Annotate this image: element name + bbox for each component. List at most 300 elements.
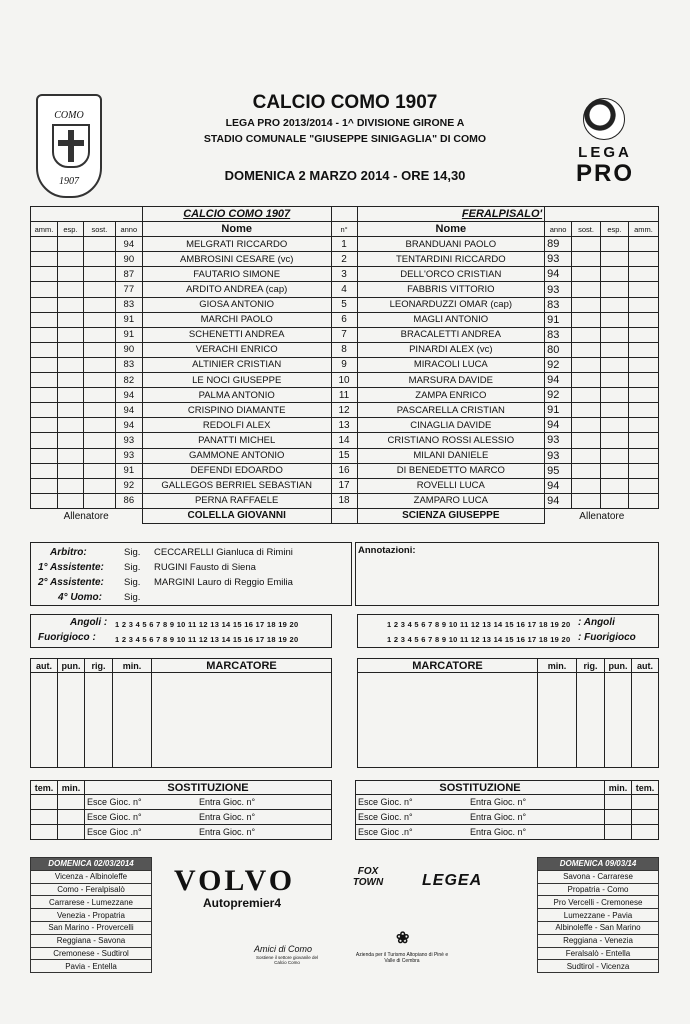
stadium-line: STADIO COMUNALE "GIUSEPPE SINIGAGLIA" DI COMO [203,133,487,145]
away-esp-cell [601,312,629,327]
away-sost-cell [572,357,601,372]
sig-1: Sig. [124,547,141,558]
player-row [31,418,659,433]
next-round-match: Pro Vercelli - Cremonese [538,896,659,909]
away-sost-cell [572,237,601,252]
notes-label: Annotazioni: [358,545,416,556]
next-round-match: Feralsalò - Entella [538,947,659,960]
away-player-name: MAGLI ANTONIO [357,312,545,327]
home-tem-header: tem. [31,781,58,795]
home-player-name: AMBROSINI CESARE (vc) [142,252,331,267]
away-esp-cell [601,448,629,463]
home-player-name: DEFENDI EDOARDO [142,463,331,478]
away-esp-cell [601,342,629,357]
foxtown-logo: FOX TOWN [352,866,384,888]
player-row [31,403,659,418]
shirt-number: 2 [331,252,357,267]
away-esp-cell [601,388,629,403]
away-amm-cell [628,297,658,312]
shirt-number: 16 [331,463,357,478]
away-player-name: MILANI DANIELE [357,448,545,463]
tourism-board: Azienda per il Turismo Altopiano di Pinè e Valle di Cembra [355,952,449,964]
home-player-year: 94 [115,403,142,418]
player-row [31,478,659,493]
away-player-year: 91 [545,312,572,327]
home-esp-cell [57,342,83,357]
away-player-name: DELL'ORCO CRISTIAN [357,267,545,282]
home-esp-cell [57,478,83,493]
home-player-year: 94 [115,237,142,252]
home-sost-cell [83,433,115,448]
away-rig-header: rig. [577,659,605,673]
volvo-dealer: Autopremier4 [203,896,282,910]
away-esp-cell [601,478,629,493]
lega-logo-line1: LEGA [578,144,632,161]
col-esp: esp. [57,222,83,237]
home-sost-cell [83,312,115,327]
away-player-name: ZAMPA ENRICO [357,388,545,403]
home-min-header: min. [113,659,152,673]
away-player-year: 93 [545,448,572,463]
away-player-name: PASCARELLA CRISTIAN [357,403,545,418]
away-offside-numbers: 1 2 3 4 5 6 7 8 9 10 11 12 13 14 15 16 17 18 19 20 [387,635,571,644]
home-player-year: 91 [115,312,142,327]
cross-shield-icon [52,124,90,168]
away-sost-cell [572,312,601,327]
home-player-name: PALMA ANTONIO [142,388,331,403]
away-player-name: BRANDUANI PAOLO [357,237,545,252]
home-esp-cell [57,327,83,342]
next-round-match: Albinoleffe - San Marino [538,921,659,934]
home-player-name: PERNA RAFFAELE [142,493,331,508]
away-sost-cell [572,342,601,357]
away-sost-cell [572,267,601,282]
home-sost-cell [83,357,115,372]
col-amm-away: amm. [628,222,658,237]
home-team-name: CALCIO COMO 1907 [142,207,331,222]
lega-logo-line2: PRO [575,160,634,187]
away-esp-cell [601,267,629,282]
home-aut-header: aut. [31,659,58,673]
home-amm-cell [31,267,58,282]
player-row [31,463,659,478]
away-sost-cell [572,418,601,433]
home-amm-cell [31,403,58,418]
shirt-number: 5 [331,297,357,312]
player-row [31,493,659,508]
away-player-name: MIRACOLI LUCA [357,357,545,372]
assistant1-name: RUGINI Fausto di Siena [154,562,256,573]
away-amm-cell [628,463,658,478]
prev-round-match: San Marino - Provercelli [31,921,152,934]
home-player-year: 87 [115,267,142,282]
home-player-name: LE NOCI GIUSEPPE [142,373,331,388]
away-player-name: TENTARDINI RICCARDO [357,252,545,267]
home-sost-cell [83,327,115,342]
home-amm-cell [31,327,58,342]
away-player-year: 94 [545,478,572,493]
next-round-match: Reggiana - Venezia [538,934,659,947]
away-out-1: Esce Gioc. n° [358,797,413,807]
prev-round-match: Reggiana - Savona [31,934,152,947]
home-amm-cell [31,237,58,252]
home-amm-cell [31,478,58,493]
away-esp-cell [601,282,629,297]
home-amm-cell [31,342,58,357]
away-amm-cell [628,357,658,372]
away-esp-cell [601,373,629,388]
volvo-logo: VOLVO [174,864,296,897]
away-sost-cell [572,493,601,508]
player-row [31,252,659,267]
home-sost-cell [83,403,115,418]
away-offside-label: : Fuorigioco [578,632,636,643]
shirt-number: 4 [331,282,357,297]
col-sost: sost. [83,222,115,237]
home-player-name: MARCHI PAOLO [142,312,331,327]
prev-round-match: Venezia - Propatria [31,909,152,922]
col-sost-away: sost. [572,222,601,237]
home-sost-cell [83,478,115,493]
home-player-name: GAMMONE ANTONIO [142,448,331,463]
arbitro-label: Arbitro: [50,547,87,558]
home-player-year: 91 [115,327,142,342]
away-player-name: FABBRIS VITTORIO [357,282,545,297]
away-esp-cell [601,403,629,418]
prev-round-match: Pavia - Entella [31,960,152,973]
home-sost-cell [83,297,115,312]
col-esp-away: esp. [601,222,629,237]
sig-2: Sig. [124,562,141,573]
away-esp-cell [601,357,629,372]
away-tem-header: tem. [632,781,659,795]
home-player-name: CRISPINO DIAMANTE [142,403,331,418]
player-row [31,297,659,312]
away-amm-cell [628,418,658,433]
player-row [31,327,659,342]
home-esp-cell [57,357,83,372]
home-player-name: PANATTI MICHEL [142,433,331,448]
home-player-year: 90 [115,342,142,357]
shirt-number: 12 [331,403,357,418]
away-min-header: min. [538,659,577,673]
away-player-name: LEONARDUZZI OMAR (cap) [357,297,545,312]
away-esp-cell [601,493,629,508]
player-row [31,282,659,297]
prev-round-match: Como - Feralpisalò [31,883,152,896]
home-esp-cell [57,282,83,297]
home-player-year: 92 [115,478,142,493]
away-player-year: 92 [545,357,572,372]
away-sost-cell [572,433,601,448]
away-amm-cell [628,433,658,448]
shirt-number: 17 [331,478,357,493]
shirt-number: 9 [331,357,357,372]
home-rig-header: rig. [85,659,113,673]
sig-4: Sig. [124,592,141,603]
home-corners-label: Angoli : [70,617,108,628]
crest-year-text: 1907 [59,176,79,187]
home-amm-cell [31,373,58,388]
away-sost-cell [572,448,601,463]
away-amm-cell [628,403,658,418]
amici-tagline: Sostiene il settore giovanile del Calcio Como [255,955,319,965]
player-row [31,342,659,357]
away-subs-table [355,780,659,840]
home-player-year: 93 [115,433,142,448]
away-player-year: 83 [545,327,572,342]
away-amm-cell [628,237,658,252]
home-player-name: GALLEGOS BERRIEL SEBASTIAN [142,478,331,493]
away-sost-cell [572,282,601,297]
home-sost-cell [83,373,115,388]
home-esp-cell [57,388,83,403]
away-player-name: DI BENEDETTO MARCO [357,463,545,478]
home-sost-cell [83,493,115,508]
away-player-name: ZAMPARO LUCA [357,493,545,508]
away-amm-cell [628,388,658,403]
away-sost-cell [572,327,601,342]
player-row [31,237,659,252]
col-number: n° [331,222,357,237]
away-player-year: 91 [545,403,572,418]
home-amm-cell [31,282,58,297]
home-amm-cell [31,433,58,448]
next-round-title: DOMENICA 09/03/14 [538,858,659,871]
prev-round-match: Cremonese - Sudtirol [31,947,152,960]
shirt-number: 13 [331,418,357,433]
away-coach-label: Allenatore [545,508,659,523]
home-amm-cell [31,357,58,372]
home-esp-cell [57,237,83,252]
home-player-name: REDOLFI ALEX [142,418,331,433]
home-esp-cell [57,463,83,478]
away-sost-cell [572,373,601,388]
next-round-match: Propatria - Como [538,883,659,896]
home-amm-cell [31,493,58,508]
coach-row [31,508,659,523]
home-amm-cell [31,312,58,327]
shirt-number: 8 [331,342,357,357]
match-date: DOMENICA 2 MARZO 2014 - ORE 14,30 [224,168,466,183]
home-esp-cell [57,448,83,463]
away-player-year: 83 [545,297,572,312]
away-scorer-header: MARCATORE [358,659,538,673]
home-player-year: 83 [115,297,142,312]
home-amm-cell [31,448,58,463]
away-coach: SCIENZA GIUSEPPE [357,508,545,523]
col-amm: amm. [31,222,58,237]
home-sost-cell [83,418,115,433]
home-pun-header: pun. [58,659,85,673]
away-sost-cell [572,463,601,478]
away-aut-header: aut. [632,659,659,673]
home-sost-cell [83,463,115,478]
next-round-match: Sudtirol - Vicenza [538,960,659,973]
away-amm-cell [628,282,658,297]
home-player-name: ALTINIER CRISTIAN [142,357,331,372]
home-submin-header: min. [58,781,85,795]
away-player-year: 89 [545,237,572,252]
away-player-year: 94 [545,373,572,388]
away-in-3: Entra Gioc. n° [470,827,527,837]
amici-di-como-logo: Amici di Como [254,944,313,954]
away-player-year: 92 [545,388,572,403]
assistant1-label: 1° Assistente: [38,562,104,573]
away-esp-cell [601,252,629,267]
away-out-3: Esce Gioc .n° [358,827,413,837]
home-offside-label: Fuorigioco : [38,632,96,643]
home-esp-cell [57,267,83,282]
prev-round-match: Carrarese - Lumezzane [31,896,152,909]
away-esp-cell [601,327,629,342]
roster-table [30,206,659,524]
home-esp-cell [57,373,83,388]
col-anno: anno [115,222,142,237]
home-player-name: FAUTARIO SIMONE [142,267,331,282]
away-amm-cell [628,252,658,267]
shirt-number: 3 [331,267,357,282]
away-amm-cell [628,373,658,388]
away-player-year: 94 [545,267,572,282]
team-header-row [31,207,659,222]
away-esp-cell [601,433,629,448]
sig-3: Sig. [124,577,141,588]
away-player-name: CINAGLIA DAVIDE [357,418,545,433]
away-amm-cell [628,478,658,493]
away-submin-header: min. [605,781,632,795]
legea-logo: LEGEA [422,872,483,889]
home-amm-cell [31,252,58,267]
home-coach: COLELLA GIOVANNI [142,508,331,523]
assistant2-name: MARGINI Lauro di Reggio Emilia [154,577,293,588]
home-sost-cell [83,267,115,282]
away-player-year: 93 [545,433,572,448]
shirt-number: 6 [331,312,357,327]
home-in-1: Entra Gioc. n° [199,797,256,807]
away-esp-cell [601,463,629,478]
home-amm-cell [31,297,58,312]
away-amm-cell [628,312,658,327]
prev-round-table [30,857,152,973]
col-anno-away: anno [545,222,572,237]
player-row [31,388,659,403]
home-coach-label: Allenatore [31,508,143,523]
away-amm-cell [628,448,658,463]
away-amm-cell [628,327,658,342]
away-player-year: 80 [545,342,572,357]
away-corners-numbers: 1 2 3 4 5 6 7 8 9 10 11 12 13 14 15 16 17 18 19 20 [387,620,571,629]
home-corners-numbers: 1 2 3 4 5 6 7 8 9 10 11 12 13 14 15 16 17 18 19 20 [115,620,299,629]
away-amm-cell [628,267,658,282]
home-sost-cell [83,342,115,357]
away-player-year: 93 [545,282,572,297]
away-sost-cell [572,478,601,493]
assistant2-label: 2° Assistente: [38,577,104,588]
home-player-name: VERACHI ENRICO [142,342,331,357]
away-amm-cell [628,493,658,508]
page-title: CALCIO COMO 1907 [252,92,438,113]
home-amm-cell [31,463,58,478]
referee-name: CECCARELLI Gianluca di Rimini [154,547,293,558]
away-player-year: 94 [545,418,572,433]
home-player-year: 77 [115,282,142,297]
home-player-year: 91 [115,463,142,478]
col-nome-away: Nome [357,222,545,237]
away-esp-cell [601,237,629,252]
away-out-2: Esce Gioc. n° [358,812,413,822]
away-esp-cell [601,418,629,433]
col-nome: Nome [142,222,331,237]
home-player-year: 86 [115,493,142,508]
home-subs-table [30,780,332,840]
away-team-name: FERALPISALO' [357,207,545,222]
away-in-2: Entra Gioc. n° [470,812,527,822]
home-offside-numbers: 1 2 3 4 5 6 7 8 9 10 11 12 13 14 15 16 17 18 19 20 [115,635,299,644]
next-round-match: Lumezzane - Pavia [538,909,659,922]
home-out-1: Esce Gioc. n° [87,797,142,807]
away-pun-header: pun. [605,659,632,673]
crest-top-text: COMO [54,110,84,121]
league-line: LEGA PRO 2013/2014 - 1^ DIVISIONE GIRONE A [225,117,465,129]
home-esp-cell [57,493,83,508]
away-player-name: CRISTIANO ROSSI ALESSIO [357,433,545,448]
home-scorers-table [30,658,332,768]
fourth-official-label: 4° Uomo: [58,592,102,603]
away-player-name: BRACALETTI ANDREA [357,327,545,342]
home-player-name: ARDITO ANDREA (cap) [142,282,331,297]
away-sost-cell [572,403,601,418]
home-sost-cell [83,252,115,267]
away-in-1: Entra Gioc. n° [470,797,527,807]
home-player-name: MELGRATI RICCARDO [142,237,331,252]
shirt-number: 7 [331,327,357,342]
away-player-name: ROVELLI LUCA [357,478,545,493]
home-amm-cell [31,418,58,433]
home-player-year: 90 [115,252,142,267]
home-in-2: Entra Gioc. n° [199,812,256,822]
shirt-number: 11 [331,388,357,403]
home-sost-cell [83,388,115,403]
home-esp-cell [57,403,83,418]
away-scorers-table [357,658,659,768]
next-round-table [537,857,659,973]
prev-round-match: Vicenza - Albinoleffe [31,870,152,883]
home-player-year: 82 [115,373,142,388]
home-player-year: 83 [115,357,142,372]
shirt-number: 10 [331,373,357,388]
flower-icon: ❀ [396,930,410,947]
home-sost-cell [83,448,115,463]
shirt-number: 18 [331,493,357,508]
home-scorer-header: MARCATORE [152,659,332,673]
away-player-year: 95 [545,463,572,478]
home-sost-cell [83,282,115,297]
prev-round-title: DOMENICA 02/03/2014 [31,858,152,871]
player-row [31,373,659,388]
home-amm-cell [31,388,58,403]
away-player-year: 94 [545,493,572,508]
player-row [31,357,659,372]
away-sost-cell [572,388,601,403]
away-sost-cell [572,252,601,267]
home-player-year: 94 [115,418,142,433]
home-player-year: 94 [115,388,142,403]
home-esp-cell [57,252,83,267]
away-esp-cell [601,297,629,312]
home-subs-header: SOSTITUZIONE [85,781,332,795]
next-round-match: Savona - Carrarese [538,870,659,883]
